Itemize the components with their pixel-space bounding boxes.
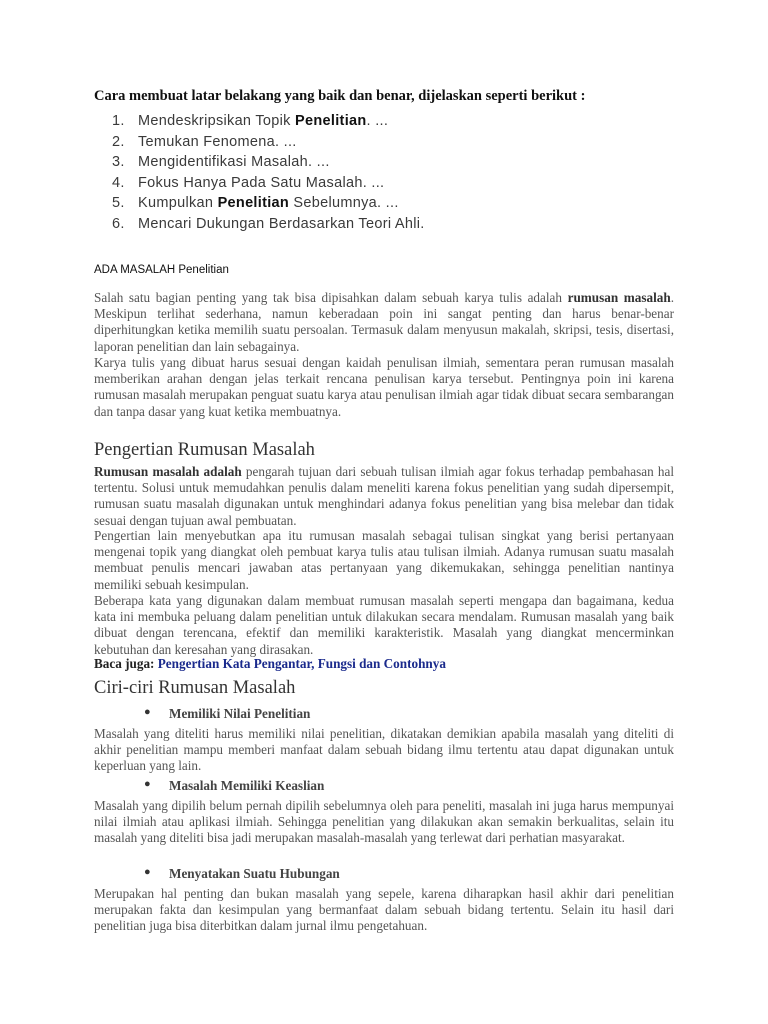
feature-title: Masalah Memiliki Keaslian — [169, 778, 325, 793]
list-item: 2. Temukan Fenomena. ... — [112, 133, 297, 150]
feature-title: Menyatakan Suatu Hubungan — [169, 866, 340, 881]
feature-description: Merupakan hal penting dan bukan masalah yang sepele, karena diharapkan hasil akhir dari penelitian merupakan fakta dan kesimpulan yang bermanfaat dalam sebuah bidang tertentu. Selain itu hasil dari penelitian juga bisa diterbitkan dalam jurnal ilmu pengetahuan. — [94, 886, 674, 934]
list-item: 1. Mendeskripsikan Topik Penelitian. ... — [112, 113, 389, 129]
list-item: 3. Mengidentifikasi Masalah. ... — [112, 154, 330, 171]
feature-description: Masalah yang diteliti harus memiliki nilai penelitian, dikatakan demikian apabila masalah yang diteliti di akhir penelitian mampu memberi manfaat dalam sebuah bidang ilmu tertentu atau dapat digunakan untuk keperluan yang lain. — [94, 726, 674, 774]
feature-item — [94, 778, 674, 847]
heading-pengertian: Pengertian Rumusan Masalah — [94, 440, 315, 460]
list-item: 6. Mencari Dukungan Berdasarkan Teori Ahli. — [112, 215, 425, 232]
intro-heading: Cara membuat latar belakang yang baik dan benar, dijelaskan seperti berikut : — [94, 88, 586, 104]
feature-title: Memiliki Nilai Penelitian — [169, 706, 311, 721]
list-item: 4. Fokus Hanya Pada Satu Masalah. ... — [112, 174, 385, 191]
bullet-icon: ● — [144, 866, 151, 878]
feature-item — [94, 706, 674, 775]
paragraph-definition: Rumusan masalah adalah pengarah tujuan dari sebuah tulisan ilmiah agar fokus terhadap pembahasan hal tertentu. Solusi untuk memudahkan penulis dalam meneliti karena fokus penelitian yang sudah dipersempit, rumusan suatu masalah digunakan untuk menghindari adanya fokus penelitian yang bisa melebar dan tidak sesuai dengan tujuan awal pembuatan. — [94, 464, 674, 528]
steps-list — [112, 113, 425, 237]
section-label: ADA MASALAH Penelitian — [94, 264, 229, 276]
paragraph-karya: Karya tulis yang dibuat harus sesuai dengan kaidah penulisan ilmiah, sementara peran rumusan masalah memberikan arahan dengan jelas terkait rencana penulisan karya tersebut. Pentingnya poin ini karena rumusan masalah merupakan penguat suatu karya atau penulisan ilmiah agar tidak dibuat secara sembarangan dan tanpa dasar yang kuat ketika membuatnya. — [94, 355, 674, 419]
heading-ciri: Ciri-ciri Rumusan Masalah — [94, 678, 296, 698]
paragraph-alt-definition: Pengertian lain menyebutkan apa itu rumusan masalah sebagai tulisan singkat yang berisi pertanyaan mengenai topik yang diangkat oleh pembuat karya tulis atau tulisan ilmiah. Adanya rumusan suatu masalah membuat penulis mencari jawaban atas pertanyaan yang dikemukakan, sehingga penelitian nantinya memiliki sebuah kesimpulan. — [94, 528, 674, 592]
read-also-link[interactable]: Pengertian Kata Pengantar, Fungsi dan Contohnya — [157, 656, 446, 671]
bullet-icon: ● — [144, 706, 151, 718]
feature-item — [94, 866, 674, 935]
feature-description: Masalah yang dipilih belum pernah dipilih sebelumnya oleh para peneliti, masalah ini juga harus mempunyai nilai ilmiah atau aplikasi ilmiah. Sehingga penelitian yang dilakukan akan semakin berkualitas, selain itu masalah yang diteliti bisa jadi merupakan masalah-masalah yang terlewat dari perhatian masyarakat. — [94, 798, 674, 846]
bullet-icon: ● — [144, 778, 151, 790]
list-item: 5. Kumpulkan Penelitian Sebelumnya. ... — [112, 195, 399, 212]
read-also: Baca juga: Pengertian Kata Pengantar, Fungsi dan Contohnya — [94, 656, 446, 671]
paragraph-intro: Salah satu bagian penting yang tak bisa dipisahkan dalam sebuah karya tulis adalah rumusan masalah. Meskipun terlihat sederhana, namun keberadaan poin ini sangat penting dan harus benar-benar diperhitungkan ketika memilih suatu persoalan. Termasuk dalam menyusun makalah, skripsi, tesis, disertasi, laporan penelitian dan lain sebagainya. — [94, 290, 674, 354]
paragraph-kata: Beberapa kata yang digunakan dalam membuat rumusan masalah seperti mengapa dan bagaimana, kedua kata ini membuka peluang dalam penelitian untuk dilakukan secara mendalam. Rumusan masalah yang baik dibuat dengan terencana, efektif dan memiliki karakteristik. Masalah yang diangkat mencerminkan kebutuhan dan keresahan yang dirasakan. — [94, 593, 674, 657]
